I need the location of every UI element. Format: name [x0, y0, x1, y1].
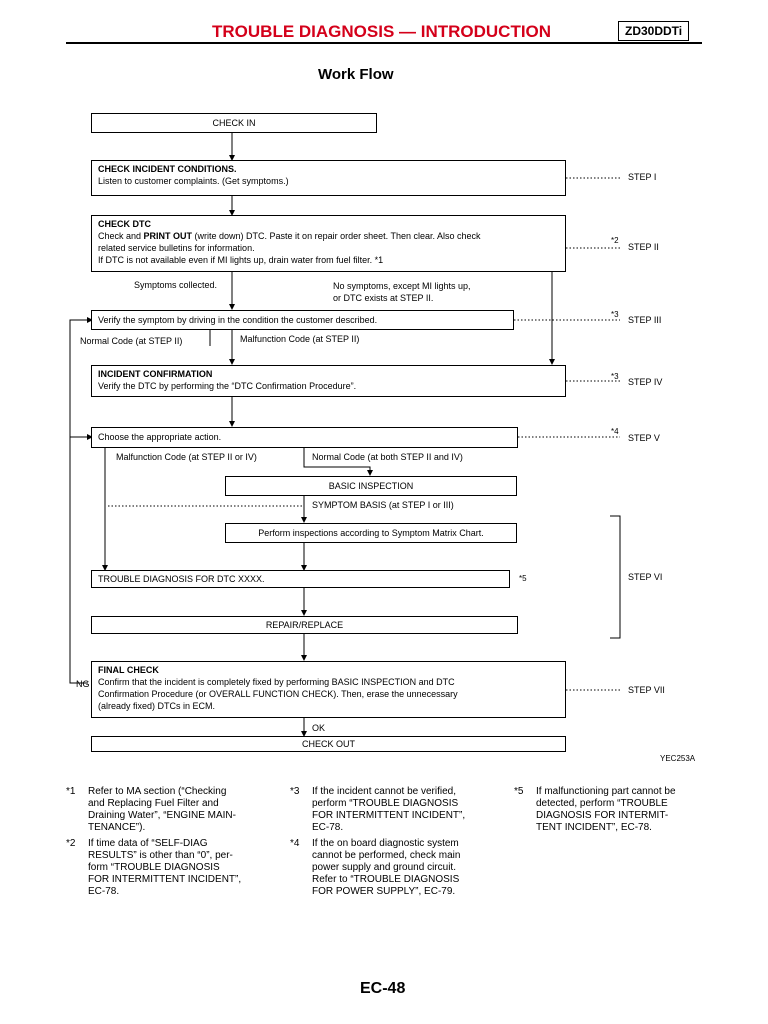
check-dtc-line1: Check and PRINT OUT (write down) DTC. Paste it on repair order sheet. Then clear. Also check — [98, 231, 481, 241]
trouble-dtc-box — [91, 570, 510, 588]
final-check-line2: Confirmation Procedure (or OVERALL FUNCTION CHECK). Then, erase the unnecessary — [98, 689, 458, 699]
verify-symptom-box — [91, 310, 514, 330]
footnote-2-line: RESULTS” is other than “0”, per- — [88, 850, 233, 861]
incident-confirmation-text: Verify the DTC by performing the “DTC Confirmation Procedure”. — [98, 381, 357, 391]
footnote-5-line: DIAGNOSIS FOR INTERMIT- — [536, 810, 669, 821]
incident-confirmation-title: INCIDENT CONFIRMATION — [98, 369, 213, 379]
model-badge: ZD30DDTi — [618, 21, 689, 41]
step-5-label: STEP V — [628, 433, 660, 443]
check-out-label: CHECK OUT — [301, 739, 355, 749]
check-in-label: CHECK IN — [212, 118, 256, 128]
check-in-box — [91, 113, 377, 133]
verify-symptom-text: Verify the symptom by driving in the condition the customer described. — [98, 315, 378, 325]
footnote-5-line: TENT INCIDENT”, EC-78. — [536, 822, 652, 833]
step-4-label: STEP IV — [628, 377, 663, 387]
incident-confirmation-box — [91, 365, 566, 397]
asterisk-3a: *3 — [611, 310, 619, 319]
asterisk-3b: *3 — [611, 372, 619, 381]
check-out-box — [91, 736, 566, 752]
footnote-2-line: EC-78. — [88, 886, 120, 897]
footnote-2-line: form “TROUBLE DIAGNOSIS — [88, 862, 220, 873]
footnote-3-line: If the incident cannot be verified, — [312, 786, 456, 797]
label-malfunction-code-2-4: Malfunction Code (at STEP II or IV) — [116, 452, 257, 462]
step6-bracket — [610, 516, 620, 638]
footnote-3-line: FOR INTERMITTENT INCIDENT”, — [312, 810, 466, 821]
footnote-1-line: and Replacing Fuel Filter and — [88, 798, 219, 809]
incident-conditions-title: CHECK INCIDENT CONDITIONS. — [98, 164, 237, 174]
check-dtc-box — [91, 215, 566, 272]
check-dtc-line2: related service bulletins for information. — [98, 243, 255, 253]
footnote-2-num: *2 — [66, 838, 76, 849]
incident-conditions-text: Listen to customer complaints. (Get symptoms.) — [98, 176, 289, 186]
footnote-1-line: Refer to MA section (“Checking — [88, 786, 227, 797]
label-symptoms-collected: Symptoms collected. — [134, 280, 218, 290]
workflow-title: Work Flow — [318, 66, 394, 83]
step-2-label: STEP II — [628, 242, 659, 252]
line-ng-feedback — [70, 320, 92, 683]
final-check-title: FINAL CHECK — [98, 665, 159, 675]
check-dtc-line3: If DTC is not available even if MI lights up, drain water from fuel filter. *1 — [98, 255, 384, 265]
label-ok: OK — [312, 723, 326, 733]
basic-inspection-box — [225, 476, 517, 496]
label-ng: NG — [76, 679, 90, 689]
footnote-4-line: FOR POWER SUPPLY”, EC-79. — [312, 886, 456, 897]
repair-replace-label: REPAIR/REPLACE — [265, 620, 344, 630]
asterisk-4: *4 — [611, 427, 619, 436]
label-malfunction-code-step2: Malfunction Code (at STEP II) — [240, 334, 360, 344]
basic-inspection-label: BASIC INSPECTION — [328, 481, 414, 491]
step-3-label: STEP III — [628, 315, 662, 325]
label-symptom-basis: SYMPTOM BASIS (at STEP I or III) — [312, 500, 454, 510]
incident-conditions-box — [91, 160, 566, 196]
figure-id: YEC253A — [660, 754, 696, 763]
final-check-box — [91, 661, 566, 718]
page-number: EC-48 — [360, 980, 406, 997]
asterisk-5: *5 — [519, 574, 527, 583]
footnote-4-line: power supply and ground circuit. — [312, 862, 456, 873]
label-no-symptoms-2: or DTC exists at STEP II. — [333, 293, 434, 303]
footnote-4-line: cannot be performed, check main — [312, 850, 461, 861]
footnote-3-line: perform “TROUBLE DIAGNOSIS — [312, 798, 459, 809]
final-check-line3: (already fixed) DTCs in ECM. — [98, 701, 216, 711]
footnote-1-num: *1 — [66, 786, 76, 797]
perform-inspections-box — [225, 523, 517, 543]
check-dtc-title: CHECK DTC — [98, 219, 151, 229]
trouble-dtc-text: TROUBLE DIAGNOSIS FOR DTC XXXX. — [98, 574, 265, 584]
label-no-symptoms-1: No symptoms, except MI lights up, — [333, 281, 471, 291]
header-title: TROUBLE DIAGNOSIS — INTRODUCTION — [212, 22, 552, 41]
footnote-1-line: Draining Water”, “ENGINE MAIN- — [88, 810, 236, 821]
asterisk-2: *2 — [611, 236, 619, 245]
footnote-5-num: *5 — [514, 786, 524, 797]
perform-inspections-text: Perform inspections according to Symptom Matrix Chart. — [258, 528, 484, 538]
step-1-label: STEP I — [628, 172, 657, 182]
step-7-label: STEP VII — [628, 685, 665, 695]
step-6-label: STEP VI — [628, 572, 663, 582]
final-check-line1: Confirm that the incident is completely fixed by performing BASIC INSPECTION and DTC — [98, 677, 455, 687]
footnote-3-line: EC-78. — [312, 822, 344, 833]
choose-action-box — [91, 427, 518, 448]
repair-replace-box — [91, 616, 518, 634]
footnote-5-line: detected, perform “TROUBLE — [536, 798, 668, 809]
footnote-2-line: FOR INTERMITTENT INCIDENT”, — [88, 874, 242, 885]
footnote-4-line: If the on board diagnostic system — [312, 838, 459, 849]
footnote-4-line: Refer to “TROUBLE DIAGNOSIS — [312, 874, 460, 885]
footnote-1-line: TENANCE”). — [88, 822, 146, 833]
choose-action-text: Choose the appropriate action. — [98, 432, 222, 442]
footnote-5-line: If malfunctioning part cannot be — [536, 786, 676, 797]
label-normal-code-both: Normal Code (at both STEP II and IV) — [312, 452, 463, 462]
footnote-3-num: *3 — [290, 786, 300, 797]
label-normal-code-step2: Normal Code (at STEP II) — [80, 336, 183, 346]
footnote-2-line: If time data of “SELF-DIAG — [88, 838, 208, 849]
footnote-4-num: *4 — [290, 838, 300, 849]
